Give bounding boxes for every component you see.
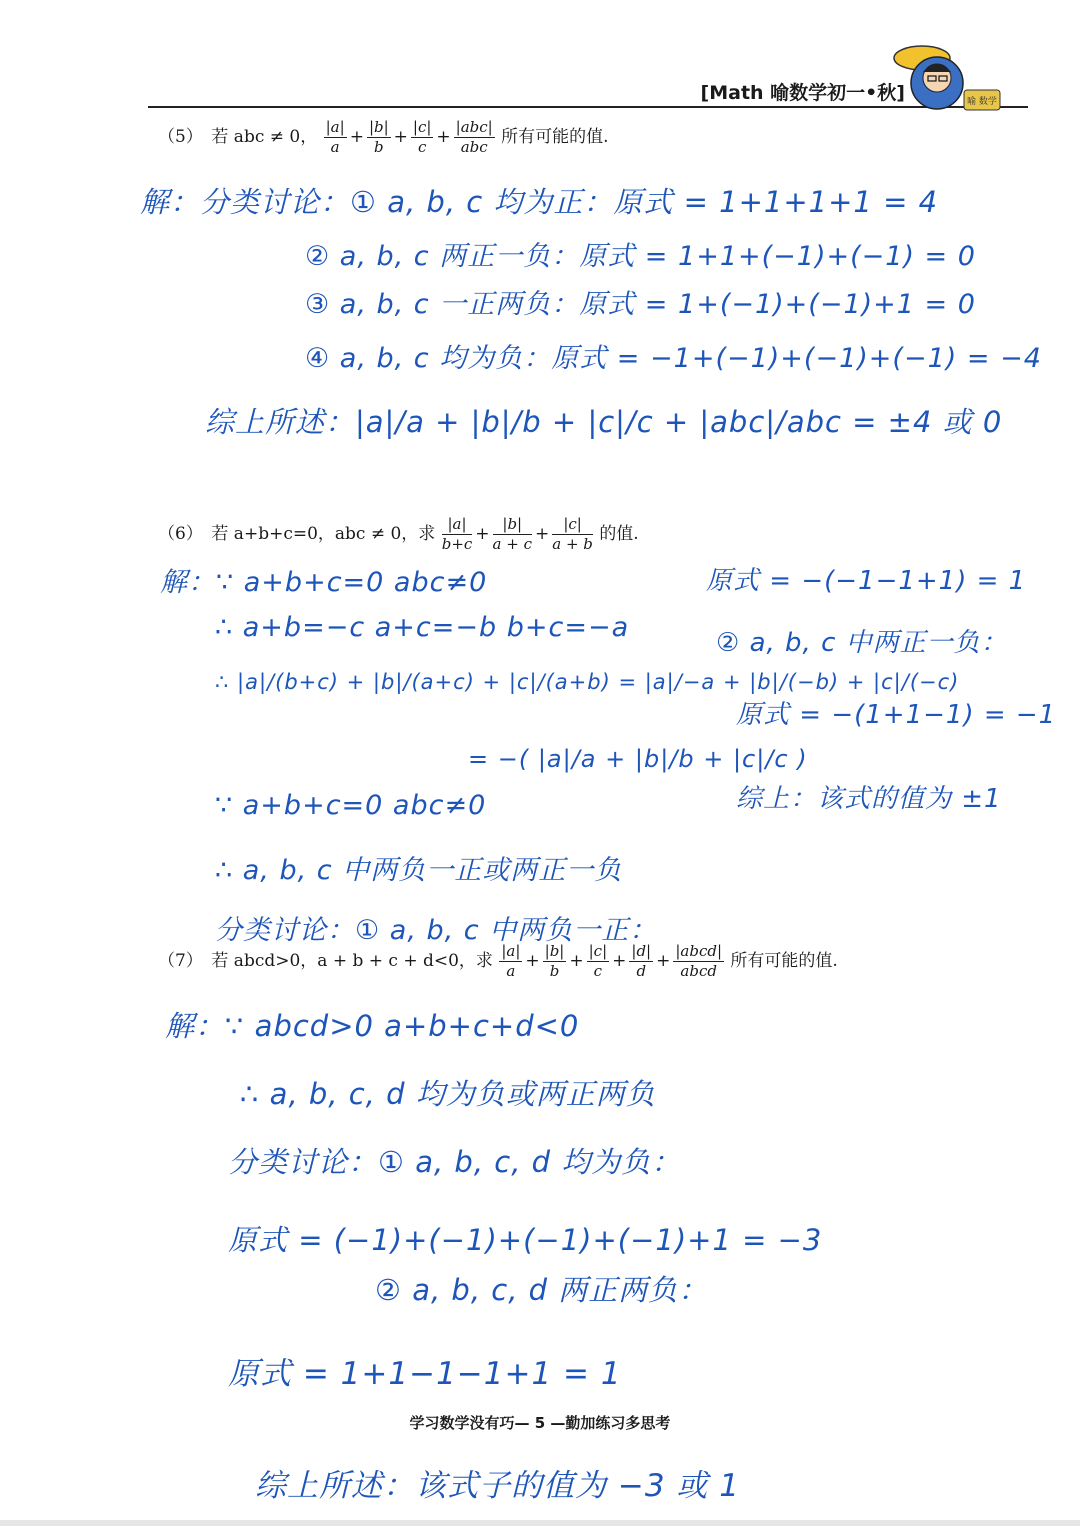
handwritten-line: ④ a, b, c 均为负：原式 = −1+(−1)+(−1)+(−1) = −4	[305, 343, 1042, 374]
problem-text: 若 a+b+c=0，abc ≠ 0，求	[211, 524, 436, 544]
fraction-term: $\frac{|c|}{c}$	[588, 942, 608, 980]
page-bottom-edge	[0, 1520, 1080, 1526]
fraction-term: $\frac{|b|}{b}$	[368, 118, 389, 156]
fraction-term: $\frac{|b|}{b}$	[544, 942, 565, 980]
handwritten-line: 解：∵ a+b+c=0 abc≠0	[160, 567, 488, 598]
fraction-term: $\frac{|b|}{a + c}$	[492, 515, 532, 553]
problem-text: 若 abc ≠ 0，	[211, 127, 318, 147]
handwritten-line: 原式 = (−1)+(−1)+(−1)+(−1)+1 = −3	[228, 1223, 823, 1257]
fraction-term: $\frac{|a|}{a}$	[325, 118, 345, 156]
problem-number: （6）	[158, 524, 203, 544]
problem-question: 所有可能的值.	[730, 951, 838, 971]
handwritten-summary: 综上所述：该式子的值为 −3 或 1	[255, 1468, 740, 1504]
handwritten-line: 分类讨论：① a, b, c, d 均为负：	[228, 1145, 682, 1179]
problem-7: （7） 若 abcd>0，a + b + c + d<0，求 $\frac{|a|}{a}$ + $\frac{|b|}{b}$ + $\frac{|c|}{c}$ + $\frac{|d|}{d}$ + $\frac{\text{|abcd|}}{\text{abcd}}$ 所有可能的值.	[158, 942, 838, 980]
handwritten-line: ∴ a, b, c, d 均为负或两正两负	[240, 1077, 656, 1111]
handwritten-line: ∴ |a|/(b+c) + |b|/(a+c) + |c|/(a+b) = |a|/−a + |b|/(−b) + |c|/(−c)	[215, 670, 960, 694]
handwritten-line: ② a, b, c 中两正一负：	[716, 628, 1008, 658]
handwritten-line: ∵ a+b+c=0 abc≠0	[215, 790, 487, 821]
handwritten-line: ∴ a, b, c 中两负一正或两正一负	[215, 855, 623, 886]
fraction-term: $\frac{|c|}{a + b}$	[552, 515, 593, 553]
problem-question: 的值.	[599, 524, 639, 544]
problem-5: （5） 若 abc ≠ 0， $\frac{|a|}{a}$ + $\frac{|b|}{b}$ + $\frac{|c|}{c}$ + $\frac{\text{|abc|}}{\text{abc}}$ 所有可能的值.	[158, 118, 609, 156]
handwritten-line: 综上所述：|a|/a + |b|/b + |c|/c + |abc|/abc = ±4 或 0	[205, 405, 1003, 439]
handwritten-line: 解：分类讨论：① a, b, c 均为正：原式 = 1+1+1+1 = 4	[140, 185, 939, 219]
handwritten-line: 原式 = 1+1−1−1+1 = 1	[228, 1356, 622, 1392]
fraction-term: $\frac{\text{|abc|}}{\text{abc}}$	[455, 118, 493, 156]
teacher-avatar-logo	[892, 38, 1002, 116]
handwritten-line: = −( |a|/a + |b|/b + |c|/c )	[468, 745, 808, 773]
page-footer: 学习数学没有巧— 5 —勤加练习多思考	[409, 1414, 671, 1432]
problem-number: （5）	[158, 127, 203, 147]
problem-6: （6） 若 a+b+c=0，abc ≠ 0，求 $\frac{|a|}{b+c}$ + $\frac{|b|}{a + c}$ + $\frac{|c|}{a + b}$ 的值.	[158, 515, 639, 553]
fraction-term: $\frac{|a|}{a}$	[501, 942, 521, 980]
fraction-term: $\frac{|a|}{b+c}$	[441, 515, 473, 553]
fraction-term: $\frac{|c|}{c}$	[412, 118, 432, 156]
problem-text: 若 abcd>0，a + b + c + d<0，求	[211, 951, 493, 971]
handwritten-line: ∴ a+b=−c a+c=−b b+c=−a	[215, 612, 630, 643]
handwritten-line: ② a, b, c 两正一负：原式 = 1+1+(−1)+(−1) = 0	[305, 241, 976, 272]
handwritten-line: ③ a, b, c 一正两负：原式 = 1+(−1)+(−1)+1 = 0	[305, 289, 976, 320]
fraction-term: $\frac{|d|}{d}$	[631, 942, 652, 980]
handwritten-line: 解：∵ abcd>0 a+b+c+d<0	[165, 1009, 580, 1043]
problem-question: 所有可能的值.	[501, 127, 609, 147]
header-title: [Math 喻数学初一•秋]	[700, 82, 905, 104]
handwritten-line: 分类讨论：① a, b, c 中两负一正：	[215, 915, 658, 946]
problem-number: （7）	[158, 951, 203, 971]
handwritten-line: ② a, b, c, d 两正两负：	[375, 1273, 709, 1307]
handwritten-line: 原式 = −(1+1−1) = −1	[736, 700, 1057, 730]
logo-text: 喻 数学	[967, 97, 997, 107]
handwritten-line: 原式 = −(−1−1+1) = 1	[706, 566, 1027, 596]
fraction-term: $\frac{\text{|abcd|}}{\text{abcd}}$	[675, 942, 723, 980]
handwritten-line: 综上：该式的值为 ±1	[736, 784, 1002, 814]
